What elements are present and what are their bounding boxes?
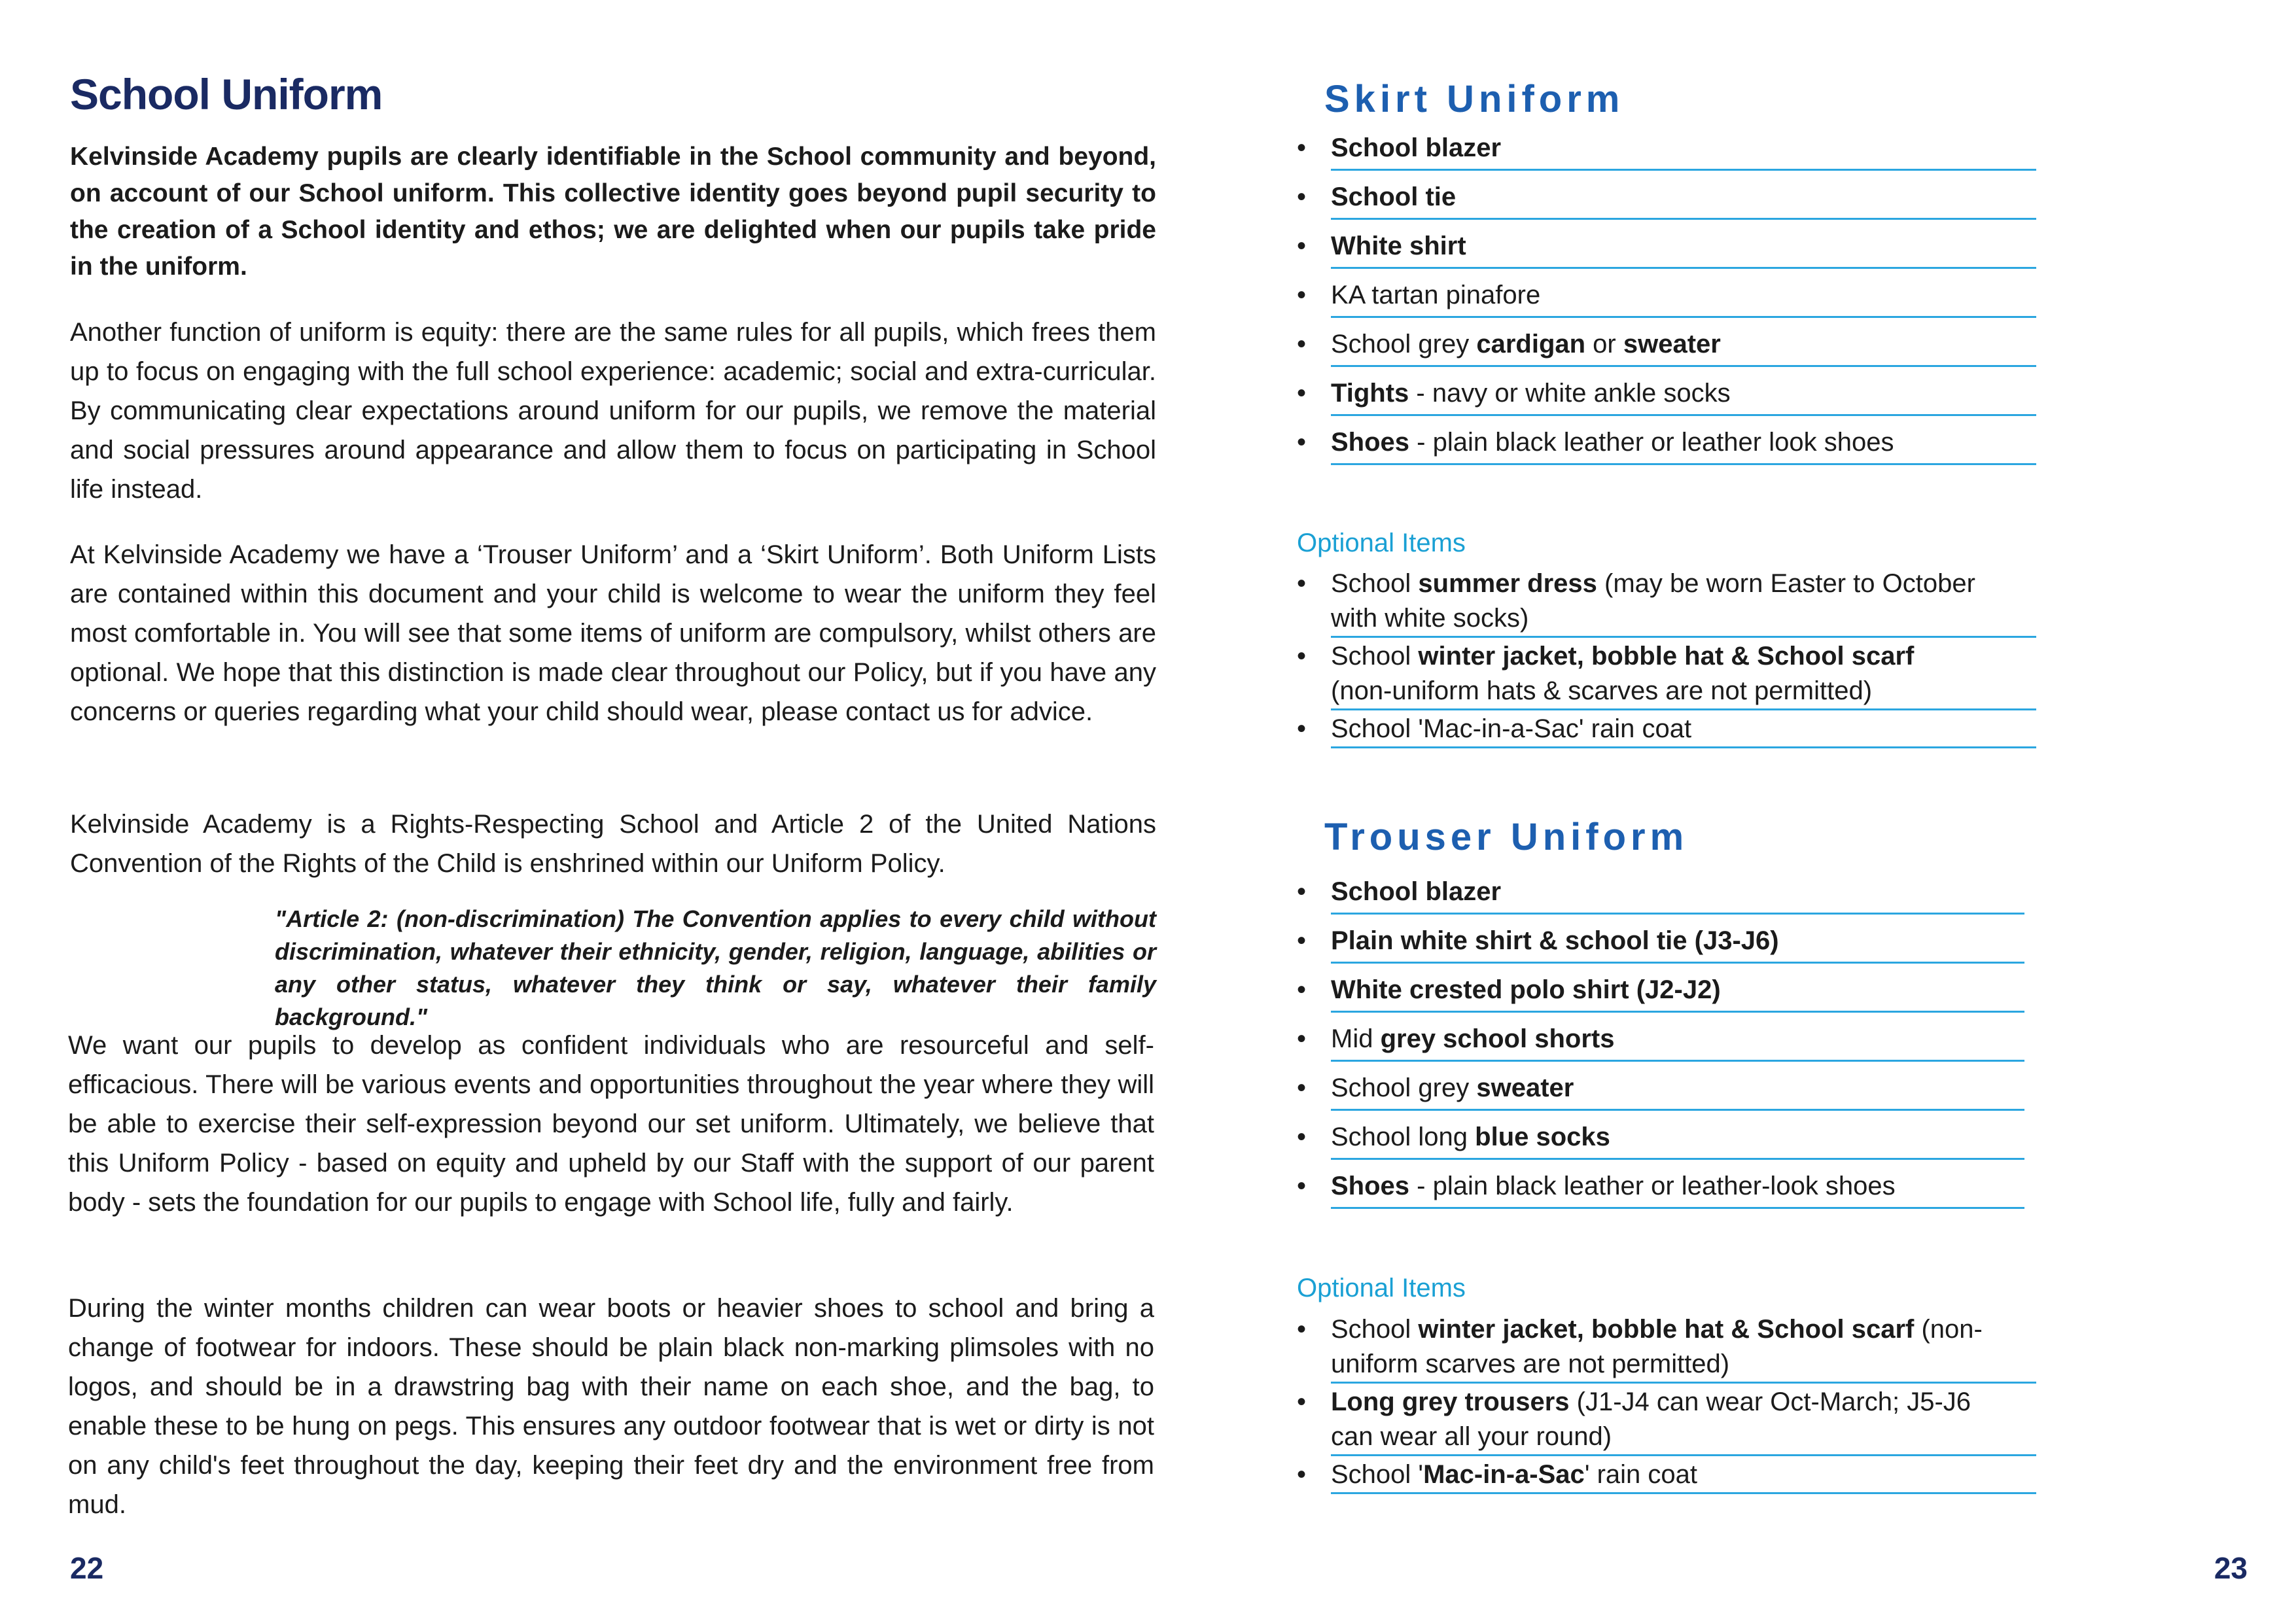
skirt-uniform-heading: Skirt Uniform <box>1324 78 1625 120</box>
list-item <box>1297 130 2017 179</box>
bullet-icon: • <box>1297 133 1307 162</box>
bullet-icon: • <box>1297 1460 1307 1489</box>
optional-item <box>1297 712 2017 748</box>
item-text <box>1331 1119 1610 1155</box>
list-item <box>1297 424 2017 473</box>
item-text-regular: School long <box>1331 1123 1475 1151</box>
paragraph-rights-respecting: Kelvinside Academy is a Rights-Respecting School and Article 2 of the United Nations Convention of the Rights of the Child is enshrined within our Uniform Policy. <box>70 810 1156 878</box>
list-item <box>1297 1119 2017 1168</box>
bullet-icon: • <box>1297 569 1307 598</box>
item-text-regular: School grey <box>1331 1073 1477 1102</box>
optional-item-text <box>1331 639 2017 708</box>
item-text <box>1331 971 1721 1008</box>
bullet-icon: • <box>1297 926 1307 955</box>
item-text <box>1331 1070 1574 1106</box>
item-text <box>1331 228 1466 264</box>
bullet-icon: • <box>1297 877 1307 906</box>
optional-item-text <box>1331 1385 2017 1454</box>
item-text-regular: or <box>1585 330 1623 358</box>
bullet-icon: • <box>1297 183 1307 211</box>
item-text-bold: Long grey trousers <box>1331 1387 1570 1416</box>
item-text-continuation: (non-uniform hats & scarves are not permitted) <box>1331 676 1873 705</box>
list-item <box>1297 971 2017 1021</box>
page-number-right: 23 <box>2214 1551 2248 1585</box>
bullet-icon: • <box>1297 330 1307 358</box>
item-underline <box>1331 1060 2024 1062</box>
item-text-bold: White shirt <box>1331 232 1466 260</box>
item-underline <box>1331 1011 2024 1013</box>
article-2-quote: "Article 2: (non-discrimination) The Convention applies to every child without discrimination, whatever their ethnicity, gender, religion, language, abilities or any other status, whatever they think or say, whatever their family background." <box>275 905 1156 1030</box>
optional-item-text <box>1331 567 2017 636</box>
item-text <box>1331 375 1731 411</box>
item-text-bold: sweater <box>1476 1073 1574 1102</box>
page-title: School Uniform <box>70 70 383 118</box>
lead-paragraph: Kelvinside Academy pupils are clearly identifiable in the School community and beyond, on account of our School uniform. This collective identity goes beyond pupil security to the creation of a School identity and ethos; we are delighted when our pupils take pride in the uniform. <box>70 143 1156 281</box>
item-text-regular: School ' <box>1331 1460 1424 1489</box>
item-underline <box>1331 169 2036 171</box>
skirt-optional-list <box>1297 567 2017 750</box>
item-text-bold: summer dress <box>1418 569 1597 598</box>
item-underline <box>1331 636 2036 638</box>
paragraph-uniform-types: At Kelvinside Academy we have a ‘Trouser Uniform’ and a ‘Skirt Uniform’. Both Uniform Lists are contained within this document and your child is welcome to wear the uniform they feel most comfortable in. You will see that some items of uniform are compulsory, whilst others are optional. We hope that this distinction is made clear throughout our Policy, but if you have any concerns or queries regarding what your child should wear, please contact us for advice. <box>70 540 1156 726</box>
item-text-bold: School blazer <box>1331 877 1502 906</box>
item-text-bold: Plain white shirt & school tie (J3-J6) <box>1331 926 1779 955</box>
item-text-regular: ' rain coat <box>1584 1460 1697 1489</box>
list-item <box>1297 228 2017 277</box>
item-underline <box>1331 708 2036 710</box>
list-item <box>1297 922 2017 971</box>
item-underline <box>1331 463 2036 465</box>
bullet-icon: • <box>1297 714 1307 743</box>
item-text <box>1331 424 1894 461</box>
bullet-icon: • <box>1297 379 1307 408</box>
list-item <box>1297 1168 2017 1217</box>
bullet-icon: • <box>1297 1123 1307 1151</box>
paragraph-winter-footwear: During the winter months children can wear boots or heavier shoes to school and bring a change of footwear for indoors. These should be plain black non-marking plimsoles with no logos, and should be in a drawstring bag with their name on each shoe, and the bag, to enable these to be hung on pegs. This ensures any outdoor footwear that is wet or dirty is not on any child's feet throughout the day, keeping their feet dry and the environment free from mud. <box>68 1294 1154 1519</box>
item-underline <box>1331 1454 2036 1456</box>
item-underline <box>1331 962 2024 964</box>
item-text <box>1331 326 1721 362</box>
item-underline <box>1331 1158 2024 1160</box>
item-underline <box>1331 1207 2024 1209</box>
item-text-regular: - navy or white ankle socks <box>1409 379 1731 408</box>
optional-item <box>1297 639 2017 710</box>
optional-item <box>1297 1312 2017 1384</box>
item-underline <box>1331 1382 2036 1384</box>
item-underline <box>1331 267 2036 269</box>
list-item <box>1297 326 2017 375</box>
optional-item <box>1297 567 2017 638</box>
item-text-regular: Mid <box>1331 1024 1381 1053</box>
item-text-bold: winter jacket, bobble hat & School scarf <box>1418 1315 1915 1344</box>
item-text <box>1331 1168 1896 1204</box>
item-text-regular: (non- <box>1914 1315 1983 1344</box>
item-text-bold: School tie <box>1331 183 1457 211</box>
bullet-icon: • <box>1297 1024 1307 1053</box>
item-text-regular: - plain black leather or leather look shoes <box>1409 428 1894 457</box>
list-item <box>1297 1021 2017 1070</box>
paragraph-equity: Another function of uniform is equity: there are the same rules for all pupils, which frees them up to focus on engaging with the full school experience: academic; social and extra-curricular. By communicating clear expectations around uniform for our pupils, we remove the material and social pressures around appearance and allow them to focus on participating in School life instead. <box>70 318 1156 504</box>
optional-item-text <box>1331 1457 2017 1492</box>
optional-item <box>1297 1457 2017 1494</box>
list-item <box>1297 1070 2017 1119</box>
optional-item-text <box>1331 1312 2017 1382</box>
item-underline <box>1331 913 2024 915</box>
item-text-continuation: can wear all your round) <box>1331 1422 1612 1451</box>
item-underline <box>1331 414 2036 416</box>
list-item <box>1297 179 2017 228</box>
item-text-regular: School <box>1331 1315 1419 1344</box>
list-item <box>1297 277 2017 326</box>
item-text-regular: School <box>1331 642 1419 671</box>
optional-item <box>1297 1385 2017 1456</box>
trouser-uniform-heading: Trouser Uniform <box>1324 816 1689 858</box>
item-text-regular: School grey <box>1331 330 1477 358</box>
item-text <box>1331 873 1501 910</box>
bullet-icon: • <box>1297 642 1307 671</box>
trouser-optional-list <box>1297 1312 2017 1495</box>
skirt-uniform-list <box>1297 130 2017 473</box>
item-underline <box>1331 218 2036 220</box>
bullet-icon: • <box>1297 1315 1307 1344</box>
item-text-regular: KA tartan pinafore <box>1331 281 1541 309</box>
item-text <box>1331 277 1540 313</box>
item-text-regular: (J1-J4 can wear Oct-March; J5-J6 <box>1569 1387 1971 1416</box>
item-text <box>1331 922 1779 959</box>
item-text-bold: Shoes <box>1331 1172 1410 1200</box>
item-text-bold: sweater <box>1623 330 1721 358</box>
bullet-icon: • <box>1297 1387 1307 1416</box>
item-underline <box>1331 1492 2036 1494</box>
item-underline <box>1331 316 2036 318</box>
item-text-continuation: uniform scarves are not permitted) <box>1331 1350 1730 1378</box>
bullet-icon: • <box>1297 1073 1307 1102</box>
trouser-optional-heading: Optional Items <box>1297 1274 1466 1302</box>
bullet-icon: • <box>1297 975 1307 1004</box>
item-text-bold: cardigan <box>1476 330 1586 358</box>
item-text-continuation: with white socks) <box>1331 604 1529 633</box>
item-text-bold: grey school shorts <box>1380 1024 1615 1053</box>
item-text-regular: (may be worn Easter to October <box>1597 569 1975 598</box>
item-text-bold: Tights <box>1331 379 1409 408</box>
item-text-bold: Mac-in-a-Sac <box>1423 1460 1585 1489</box>
item-text-bold: blue socks <box>1475 1123 1610 1151</box>
skirt-optional-heading: Optional Items <box>1297 529 1466 557</box>
item-text-bold: School blazer <box>1331 133 1502 162</box>
bullet-icon: • <box>1297 281 1307 309</box>
item-text-regular: - plain black leather or leather-look shoes <box>1409 1172 1896 1200</box>
item-text-bold: White crested polo shirt (J2-J2) <box>1331 975 1721 1004</box>
bullet-icon: • <box>1297 232 1307 260</box>
optional-item-text <box>1331 712 2017 746</box>
list-item <box>1297 873 2017 922</box>
item-text <box>1331 130 1501 166</box>
item-underline <box>1331 1109 2024 1111</box>
right-page <box>1148 0 2296 1623</box>
item-text-bold: winter jacket, bobble hat & School scarf <box>1418 642 1915 671</box>
item-text <box>1331 1021 1614 1057</box>
trouser-uniform-list <box>1297 873 2017 1217</box>
item-text-bold: Shoes <box>1331 428 1410 457</box>
item-text-regular: School 'Mac-in-a-Sac' rain coat <box>1331 714 1692 743</box>
item-text <box>1331 179 1456 215</box>
paragraph-self-expression: We want our pupils to develop as confident individuals who are resourceful and self-efficacious. There will be various events and opportunities throughout the year where they will be able to exercise their self-expression beyond our set uniform. Ultimately, we believe that this Uniform Policy - based on equity and upheld by our Staff with the support of our parent body - sets the foundation for our pupils to engage with School life, fully and fairly. <box>68 1031 1154 1217</box>
item-text-regular: School <box>1331 569 1419 598</box>
bullet-icon: • <box>1297 428 1307 457</box>
item-underline <box>1331 365 2036 367</box>
list-item <box>1297 375 2017 424</box>
page-number-left: 22 <box>70 1551 104 1585</box>
item-underline <box>1331 746 2036 748</box>
bullet-icon: • <box>1297 1172 1307 1200</box>
